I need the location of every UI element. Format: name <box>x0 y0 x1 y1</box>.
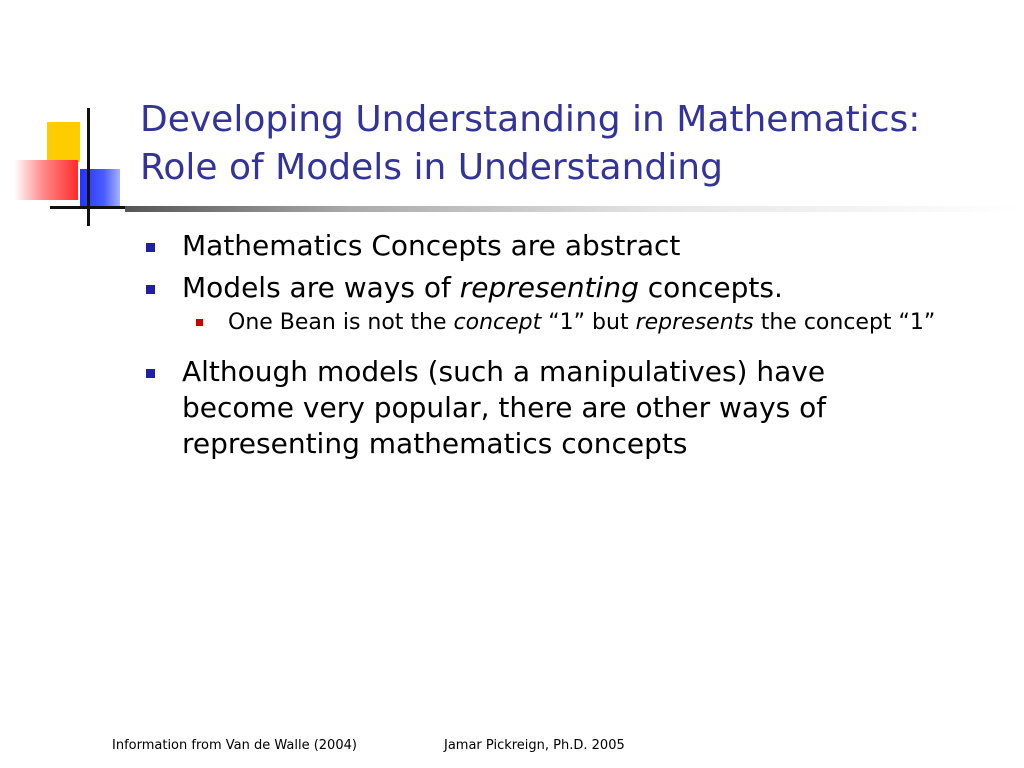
bullet-item <box>140 270 940 306</box>
footer-author: Jamar Pickreign, Ph.D. 2005 <box>444 738 625 753</box>
blue-gradient-square <box>80 169 120 209</box>
title-line-1: Developing Understanding in Mathematics: <box>140 99 921 140</box>
sub-bullet-text-post: the concept “1” <box>753 310 936 335</box>
bullet-text-pre: Models are ways of <box>182 271 460 304</box>
title-line-2: Role of Models in Understanding <box>140 147 723 188</box>
square-bullet-icon <box>146 369 155 378</box>
sub-bullet-emphasis-represents: represents <box>635 310 754 335</box>
small-square-bullet-icon <box>196 319 203 326</box>
decorative-squares-logo <box>0 0 160 240</box>
sub-bullet-emphasis-concept: concept <box>453 310 542 335</box>
square-bullet-icon <box>146 243 155 252</box>
bullet-text: Although models (such a manipulatives) have become very popular, there are other ways of representing mathematics concepts <box>182 355 827 460</box>
bullet-item <box>140 354 940 462</box>
sub-bullet-text-pre: One Bean is not the <box>228 310 454 335</box>
slide-title <box>140 96 1000 192</box>
footer-source: Information from Van de Walle (2004) <box>112 738 357 753</box>
bullet-text-post: concepts. <box>638 271 783 304</box>
bullet-text-emphasis: representing <box>459 271 639 304</box>
red-gradient-square <box>14 160 78 200</box>
sub-bullet-text-mid: “1” but <box>541 310 636 335</box>
bullet-text: Mathematics Concepts are abstract <box>182 229 681 262</box>
sub-bullet-item <box>140 308 940 338</box>
yellow-square <box>47 122 80 162</box>
bullet-list <box>140 228 940 462</box>
square-bullet-icon <box>146 285 155 294</box>
bullet-item <box>140 228 940 264</box>
title-underline-gradient <box>125 206 1024 212</box>
